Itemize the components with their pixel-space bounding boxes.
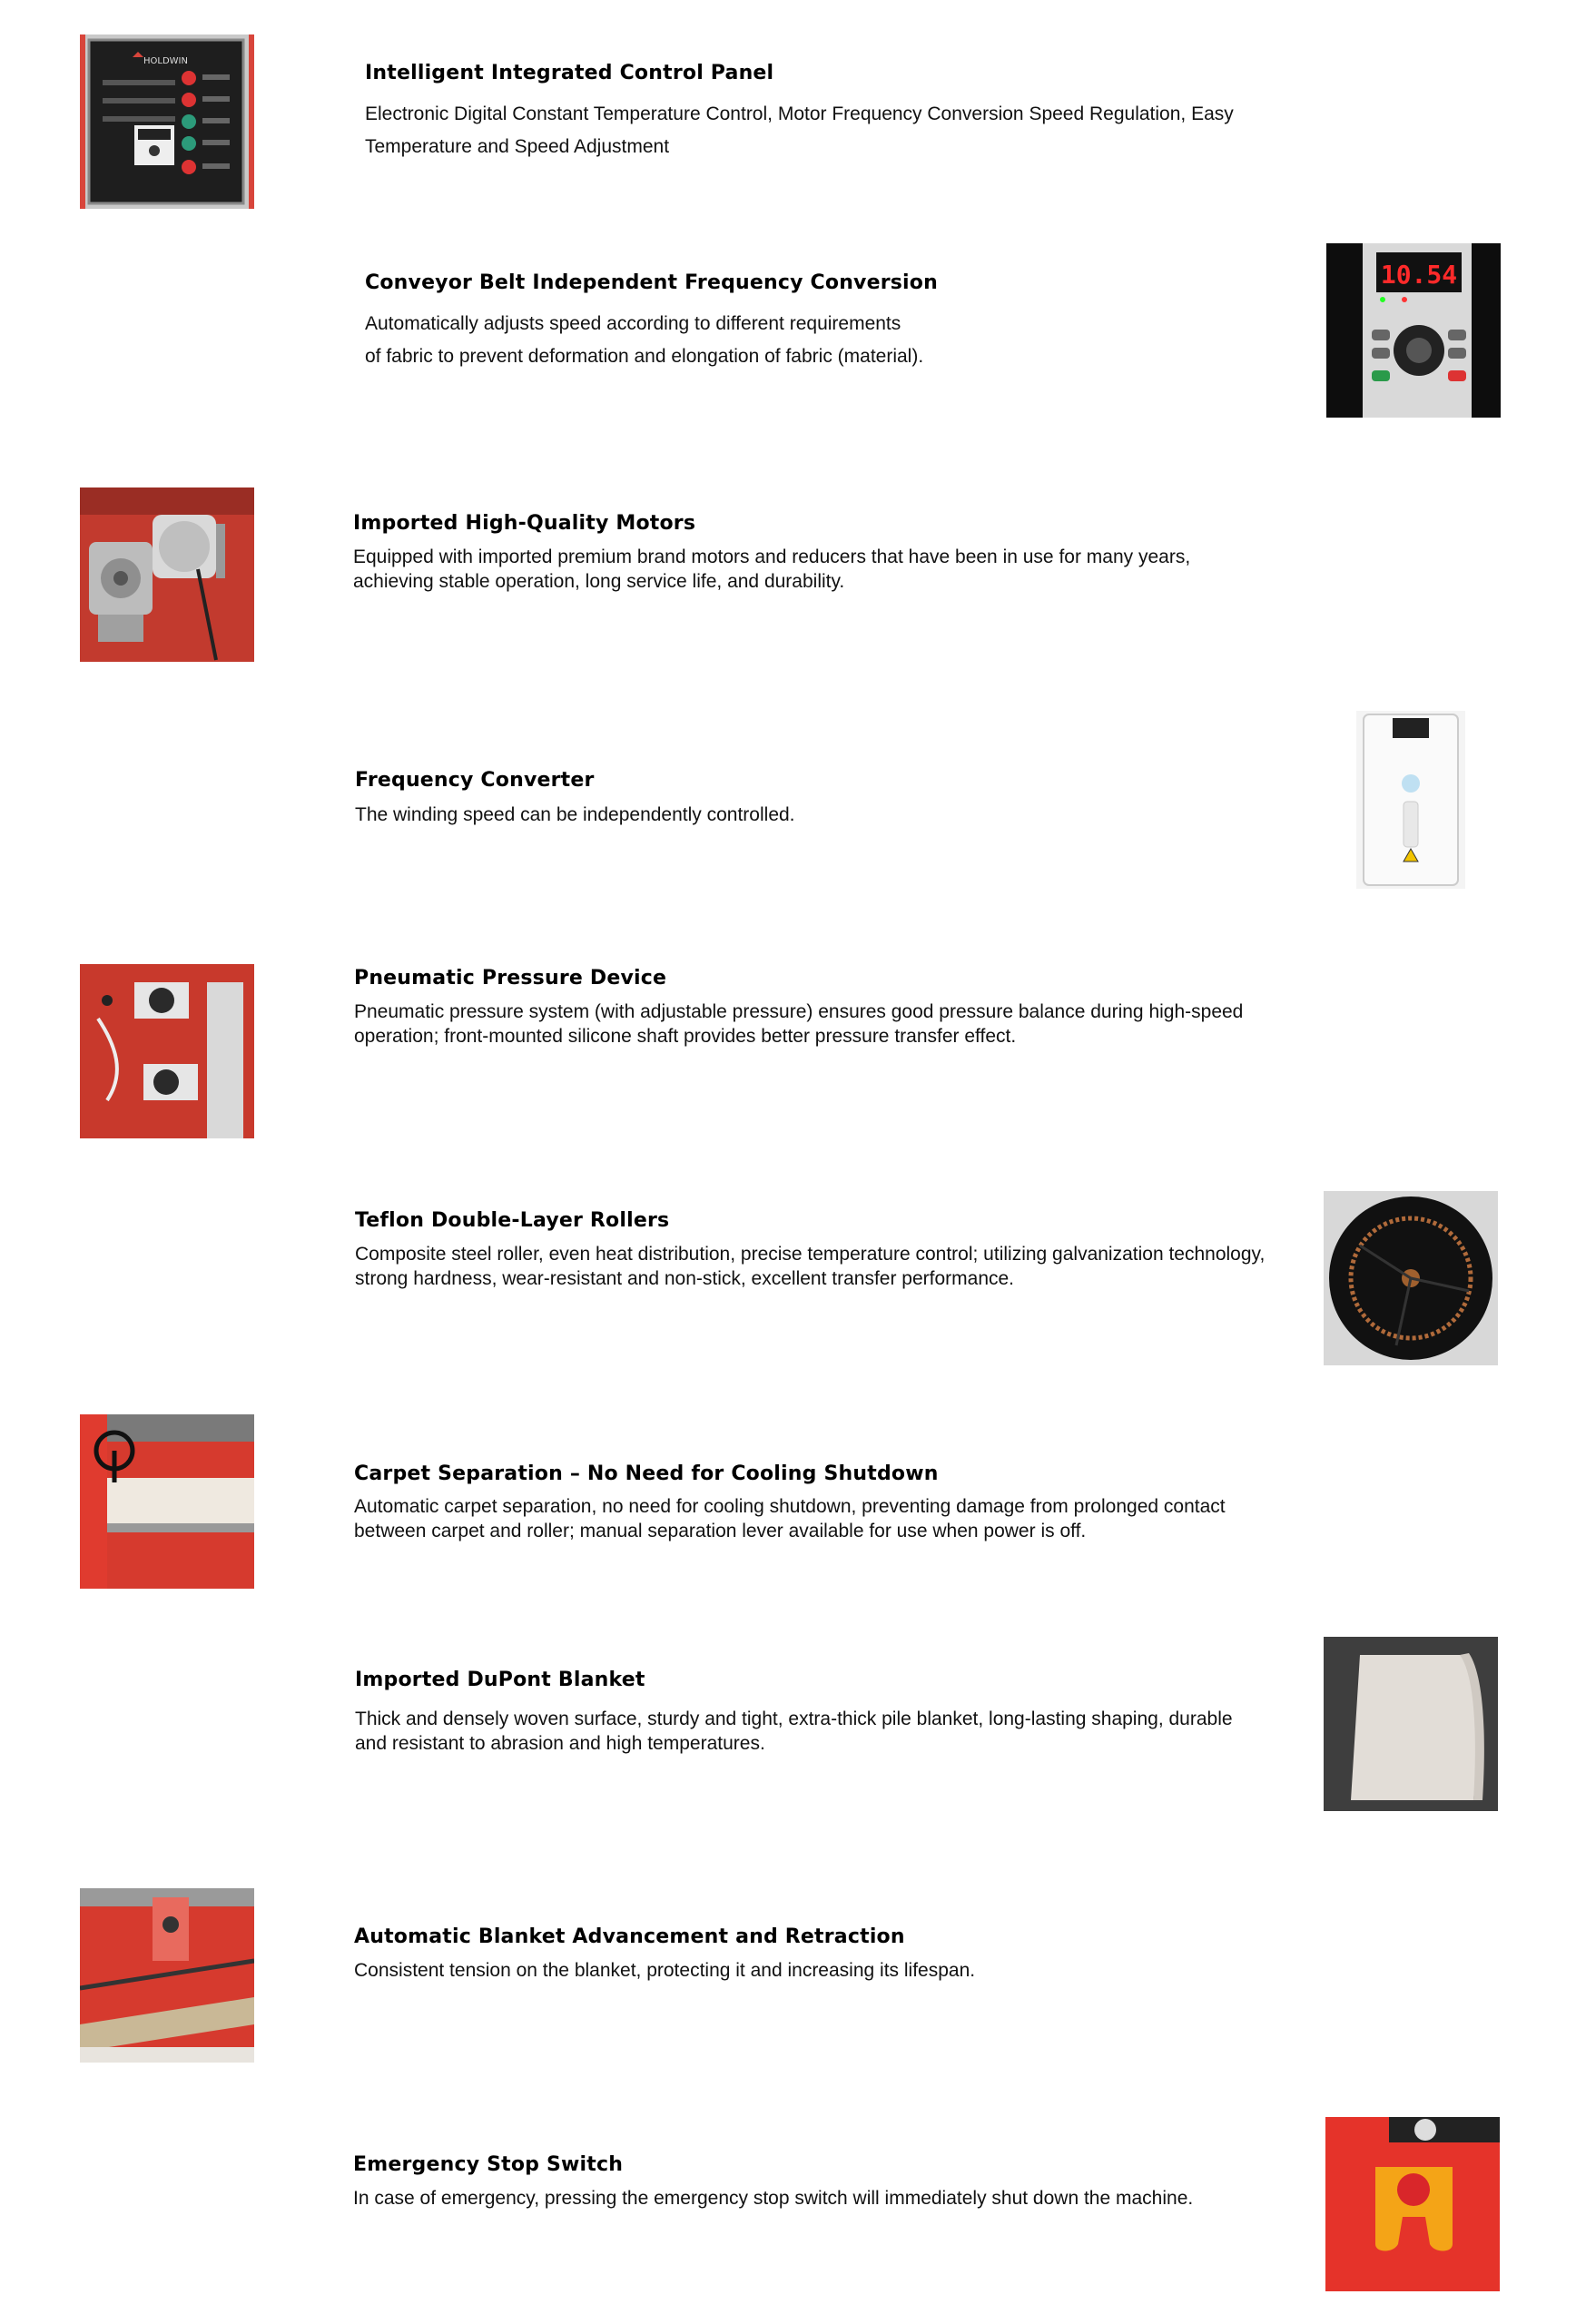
pneumatic-device-photo: [80, 964, 254, 1138]
feature-desc-line-1: Thick and densely woven surface, sturdy and tight, extra-thick pile blanket, long-lasting shaping, durable: [355, 1709, 1233, 1729]
feature-desc-line-2: Temperature and Speed Adjustment: [365, 136, 670, 157]
feature-desc-line-2: strong hardness, wear-resistant and non-stick, excellent transfer performance.: [355, 1268, 1015, 1289]
feature-desc-line-1: Automatic carpet separation, no need for cooling shutdown, preventing damage from prolonged contact: [354, 1496, 1226, 1517]
feature-desc-line-2: operation; front-mounted silicone shaft provides better pressure transfer effect.: [354, 1026, 1017, 1047]
feature-desc-line-1: Pneumatic pressure system (with adjustable pressure) ensures good pressure balance during high-speed: [354, 1001, 1244, 1022]
feature-title: Frequency Converter: [355, 769, 595, 792]
feature-title: Conveyor Belt Independent Frequency Conversion: [365, 271, 938, 294]
feature-desc-line-2: achieving stable operation, long service life, and durability.: [353, 571, 845, 592]
feature-desc-line-1: Consistent tension on the blanket, protecting it and increasing its lifespan.: [354, 1960, 976, 1981]
control-panel-photo: [80, 34, 254, 209]
feature-title: Imported High-Quality Motors: [353, 512, 696, 535]
feature-title: Carpet Separation – No Need for Cooling Shutdown: [354, 1462, 939, 1485]
feature-title: Automatic Blanket Advancement and Retraction: [354, 1925, 905, 1948]
feature-desc-line-2: and resistant to abrasion and high temperatures.: [355, 1733, 765, 1754]
motor-photo: [80, 487, 254, 662]
feature-desc-line-1: The winding speed can be independently controlled.: [355, 804, 795, 825]
feature-title: Emergency Stop Switch: [353, 2153, 624, 2176]
blanket-photo: [1324, 1637, 1498, 1811]
frequency-display-photo: [1326, 243, 1501, 418]
feature-title: Imported DuPont Blanket: [355, 1669, 645, 1691]
display-value: 10.54: [1380, 260, 1458, 290]
feature-title: Pneumatic Pressure Device: [354, 967, 667, 990]
emergency-stop-photo: [1325, 2117, 1500, 2291]
feature-desc-line-1: Equipped with imported premium brand motors and reducers that have been in use for many years,: [353, 547, 1191, 567]
feature-title: Intelligent Integrated Control Panel: [365, 62, 774, 84]
feature-title: Teflon Double-Layer Rollers: [355, 1209, 670, 1232]
separation-lever-photo: [80, 1414, 254, 1589]
feature-desc-line-1: In case of emergency, pressing the emergency stop switch will immediately shut down the machine.: [353, 2188, 1194, 2209]
feature-desc-line-1: Automatically adjusts speed according to different requirements: [365, 313, 901, 334]
roller-photo: [1324, 1191, 1498, 1365]
frequency-converter-photo: [1356, 711, 1465, 889]
feature-desc-line-1: Composite steel roller, even heat distribution, precise temperature control; utilizing galvanization technology,: [355, 1244, 1266, 1265]
feature-desc-line-1: Electronic Digital Constant Temperature Control, Motor Frequency Conversion Speed Regulation, Easy: [365, 103, 1234, 124]
brand-label: HOLDWIN: [143, 56, 188, 66]
blanket-rail-photo: [80, 1888, 254, 2063]
feature-desc-line-2: of fabric to prevent deformation and elongation of fabric (material).: [365, 346, 924, 367]
feature-desc-line-2: between carpet and roller; manual separation lever available for use when power is off.: [354, 1521, 1087, 1541]
